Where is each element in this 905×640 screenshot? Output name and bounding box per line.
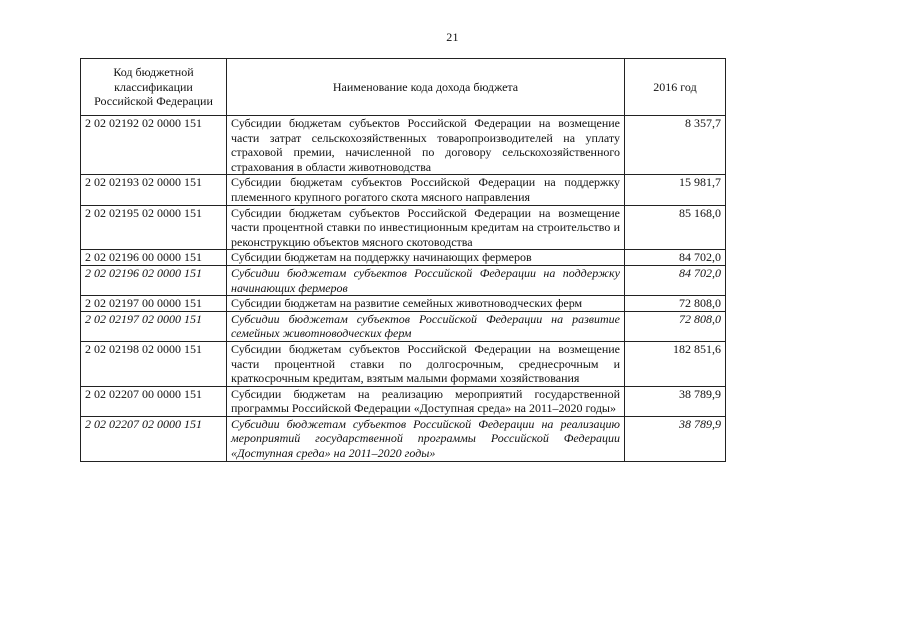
row-code: 2 02 02196 00 0000 151 <box>81 250 227 266</box>
row-amount: 8 357,7 <box>625 116 726 175</box>
table-row <box>81 250 726 266</box>
table-row <box>81 265 726 295</box>
header-row <box>81 59 726 116</box>
row-amount: 72 808,0 <box>625 311 726 341</box>
row-amount: 38 789,9 <box>625 416 726 461</box>
row-amount: 72 808,0 <box>625 296 726 312</box>
row-name: Субсидии бюджетам субъектов Российской Федерации на поддержку начинающих фермеров <box>227 265 625 295</box>
row-amount: 15 981,7 <box>625 175 726 205</box>
header-name: Наименование кода дохода бюджета <box>227 59 625 116</box>
row-code: 2 02 02198 02 0000 151 <box>81 341 227 386</box>
row-amount: 84 702,0 <box>625 265 726 295</box>
header-year: 2016 год <box>625 59 726 116</box>
header-code: Код бюджетной классификации Российской Федерации <box>81 59 227 116</box>
row-amount: 38 789,9 <box>625 386 726 416</box>
table-row <box>81 205 726 250</box>
row-code: 2 02 02197 00 0000 151 <box>81 296 227 312</box>
row-name: Субсидии бюджетам субъектов Российской Федерации на реализацию мероприятий государственной программы Российской Федерации «Доступная среда» на 2011–2020 годы» <box>227 416 625 461</box>
row-name: Субсидии бюджетам субъектов Российской Федерации на поддержку племенного крупного рогатого скота мясного направления <box>227 175 625 205</box>
table-row <box>81 175 726 205</box>
table-header <box>81 59 726 116</box>
page-number: 21 <box>446 30 459 44</box>
row-name: Субсидии бюджетам субъектов Российской Федерации на возмещение части процентной ставки по долгосрочным, среднесрочным и краткосрочным кредитам, взятым малыми формами хозяйствования <box>227 341 625 386</box>
row-name: Субсидии бюджетам субъектов Российской Федерации на возмещение части затрат сельскохозяйственных товаропроизводителей на уплату страховой премии, начисленной по договору сельскохозяйственного страхования в области животноводства <box>227 116 625 175</box>
row-name: Субсидии бюджетам субъектов Российской Федерации на развитие семейных животноводческих ферм <box>227 311 625 341</box>
row-code: 2 02 02207 00 0000 151 <box>81 386 227 416</box>
row-name: Субсидии бюджетам на поддержку начинающих фермеров <box>227 250 625 266</box>
row-amount: 84 702,0 <box>625 250 726 266</box>
row-name: Субсидии бюджетам на развитие семейных животноводческих ферм <box>227 296 625 312</box>
table-row <box>81 116 726 175</box>
row-amount: 85 168,0 <box>625 205 726 250</box>
row-code: 2 02 02207 02 0000 151 <box>81 416 227 461</box>
row-code: 2 02 02196 02 0000 151 <box>81 265 227 295</box>
row-code: 2 02 02195 02 0000 151 <box>81 205 227 250</box>
table-row <box>81 296 726 312</box>
row-code: 2 02 02197 02 0000 151 <box>81 311 227 341</box>
row-name: Субсидии бюджетам на реализацию мероприятий государственной программы Российской Федерации «Доступная среда» на 2011–2020 годы» <box>227 386 625 416</box>
table-row <box>81 416 726 461</box>
table-row <box>81 386 726 416</box>
table-body <box>81 116 726 462</box>
table-row <box>81 311 726 341</box>
row-code: 2 02 02192 02 0000 151 <box>81 116 227 175</box>
table-row <box>81 341 726 386</box>
row-code: 2 02 02193 02 0000 151 <box>81 175 227 205</box>
row-name: Субсидии бюджетам субъектов Российской Федерации на возмещение части процентной ставки по инвестиционным кредитам на строительство и реконструкцию объектов мясного скотоводства <box>227 205 625 250</box>
budget-table <box>80 58 726 462</box>
row-amount: 182 851,6 <box>625 341 726 386</box>
